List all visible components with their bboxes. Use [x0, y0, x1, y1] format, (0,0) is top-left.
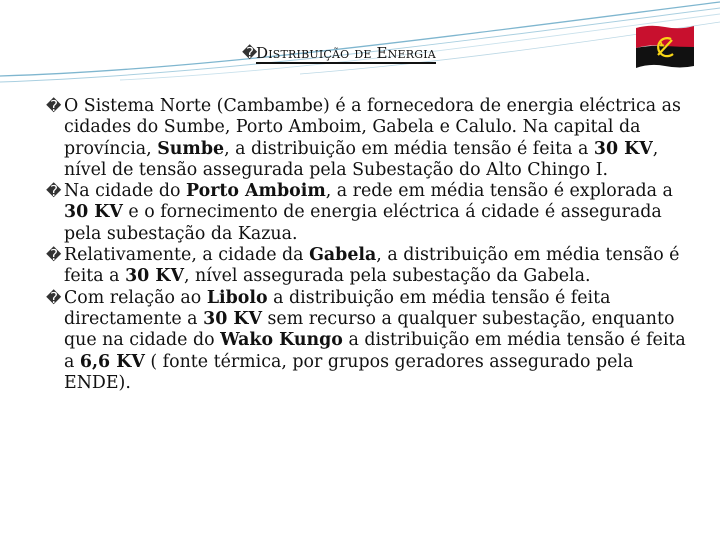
emphasis-text: 6,6 KV	[79, 351, 145, 372]
paragraph-text: Relativamente, a cidade da	[64, 245, 310, 266]
paragraph-text: O Sistema Norte (Cambambe) é a fornecedora de energia eléctrica as cidades do Sumbe, Porto Amboim, Gabela e Calulo. Na capital da província,	[64, 96, 681, 159]
paragraph-text: e o fornecimento de energia eléctrica á cidade é assegurada pela subestação da Kazua.	[64, 202, 662, 244]
angola-flag-icon	[634, 22, 696, 72]
bullet-marker-glyph: �	[46, 246, 62, 265]
paragraph-text: ( fonte térmica, por grupos geradores assegurado pela ENDE).	[64, 351, 634, 393]
bullet-marker-glyph: �	[46, 97, 62, 115]
paragraph-text: Com relação ao	[64, 287, 207, 308]
emphasis-text: 30 KV	[203, 308, 262, 329]
paragraph-text: Na cidade do	[64, 181, 186, 202]
paragraph-text: sem recurso a qualquer subestação, enquanto que na cidade do	[64, 308, 675, 351]
bullet-marker-glyph: �	[46, 288, 62, 307]
emphasis-text: 30 KV	[593, 138, 653, 159]
emphasis-text: Wako Kungo	[220, 330, 343, 351]
emphasis-text: Gabela	[309, 245, 377, 266]
emphasis-text: Libolo	[206, 287, 268, 308]
bullet-marker-glyph: �	[46, 182, 62, 201]
bullet-paragraph	[46, 245, 686, 288]
emphasis-text: Porto Amboim	[186, 181, 326, 202]
slide-title	[242, 44, 512, 68]
slide-title-text: Distribuição de Energia	[256, 44, 436, 62]
bullet-paragraph	[46, 288, 686, 394]
paragraph-text: , nível de tensão assegurada pela Subestação do Alto Chingo I.	[64, 138, 659, 180]
bullet-paragraph	[46, 181, 686, 245]
emphasis-text: Sumbe	[157, 138, 225, 159]
body-text	[46, 96, 686, 394]
paragraph-text: , nível assegurada pela subestação da Gabela.	[183, 266, 591, 287]
paragraph-text: , a distribuição em média tensão é feita a	[224, 138, 594, 159]
bullet-paragraph	[46, 96, 686, 181]
paragraph-text: a distribuição em média tensão é feita directamente a	[64, 287, 611, 329]
title-bullet-glyph: �	[242, 44, 258, 62]
paragraph-text: a distribuição em média tensão é feita a	[64, 330, 686, 372]
paragraph-text: , a rede em média tensão é explorada a	[325, 181, 673, 202]
emphasis-text: 30 KV	[64, 202, 123, 223]
flag-red-band	[636, 26, 694, 48]
emphasis-text: 30 KV	[125, 266, 184, 287]
paragraph-text: , a distribuição em média tensão é feita a	[64, 245, 680, 287]
